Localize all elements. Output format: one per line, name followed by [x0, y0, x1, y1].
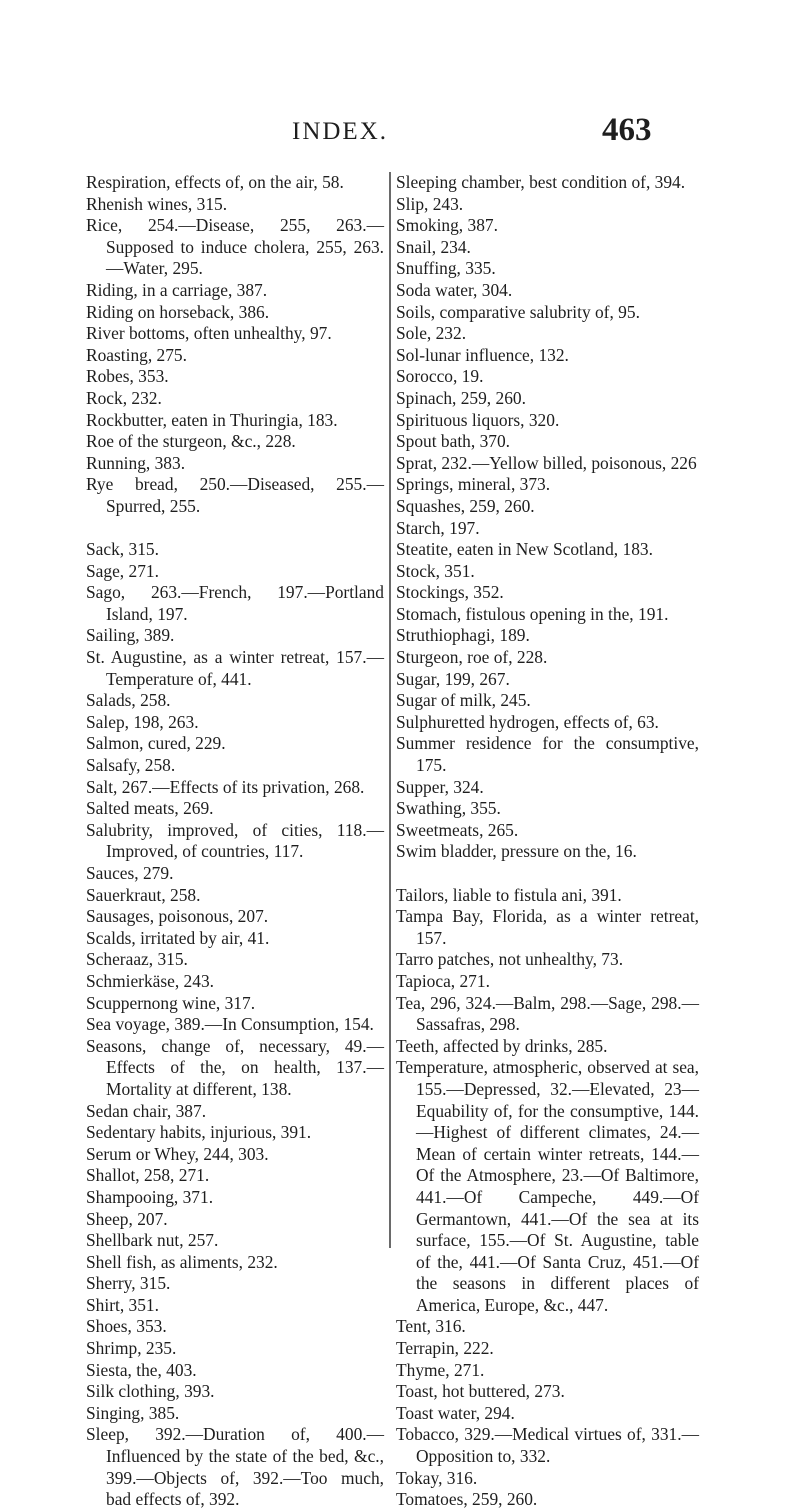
index-entry: Sturgeon, roe of, 228. [396, 647, 548, 668]
index-entry: Tailors, liable to fistula ani, 391. [396, 884, 622, 905]
index-entry: Rhenish wines, 315. [86, 193, 228, 214]
index-entry: Snuffing, 335. [396, 258, 496, 279]
index-entry: Sailing, 389. [86, 625, 175, 646]
index-entry: Soils, comparative salubrity of, 95. [396, 301, 640, 322]
index-entry: Sea voyage, 389.—In Consumption, 154. [86, 1014, 374, 1035]
index-entry: Robes, 353. [86, 366, 169, 387]
index-entry: River bottoms, often unhealthy, 97. [86, 323, 332, 344]
index-entry: Sweetmeats, 265. [396, 819, 519, 840]
index-entry: Sauerkraut, 258. [86, 884, 201, 905]
index-column-left [86, 172, 384, 1511]
index-entry: Temperature, atmospheric, observed at sea, 155.—Depressed, 32.—Elevated, 23—Equability of, for the consumptive, 144.—Highest of different climates, 24.—Mean of certain winter retreats, 144.—Of the Atmosphere, 23.—Of Baltimore, 441.—Of Campeche, 449.—Of Germantown, 441.—Of the sea at its surface, 155.—Of St. Augustine, table of the, 441.—Of Santa Cruz, 451.—Of the seasons in different places of America, Europe, &c., 447. [396, 1057, 699, 1315]
page-number: 463 [602, 112, 652, 148]
index-entry: Salubrity, improved, of cities, 118.—Improved, of countries, 117. [86, 819, 384, 862]
index-entry: St. Augustine, as a winter retreat, 157.—Temperature of, 441. [86, 647, 384, 689]
running-header [0, 112, 800, 152]
index-entry: Stock, 351. [396, 560, 475, 581]
index-entry: Sulphuretted hydrogen, effects of, 63. [396, 711, 659, 732]
index-entry: Silk clothing, 393. [86, 1381, 215, 1402]
column-divider [389, 172, 391, 1248]
index-entry: Sol-lunar influence, 132. [396, 344, 569, 365]
index-entry: Roe of the sturgeon, &c., 228. [86, 431, 296, 452]
index-entry: Salmon, cured, 229. [86, 733, 226, 754]
index-entry: Slip, 243. [396, 193, 464, 214]
index-column-right [396, 172, 699, 1511]
index-entry: Serum or Whey, 244, 303. [86, 1143, 269, 1164]
index-entry: Sage, 271. [86, 560, 159, 581]
index-entry: Rye bread, 250.—Diseased, 255.—Spurred, 255. [86, 474, 384, 516]
index-entry: Steatite, eaten in New Scotland, 183. [396, 539, 653, 560]
index-entry: Shallot, 258, 271. [86, 1165, 210, 1186]
index-entry: Shoes, 353. [86, 1316, 167, 1337]
index-entry: Toast, hot buttered, 273. [396, 1381, 565, 1402]
index-entry: Terrapin, 222. [396, 1338, 494, 1359]
header-title: INDEX. [292, 118, 389, 145]
index-entry: Sedentary habits, injurious, 391. [86, 1122, 312, 1143]
index-entry: Tobacco, 329.—Medical virtues of, 331.—Opposition to, 332. [396, 1424, 699, 1467]
index-entry: Tampa Bay, Florida, as a winter retreat, 157. [396, 906, 699, 948]
index-entry: Salted meats, 269. [86, 798, 214, 819]
index-entry: Scuppernong wine, 317. [86, 992, 256, 1013]
index-entry: Stomach, fistulous opening in the, 191. [396, 603, 669, 624]
index-entry: Riding on horseback, 386. [86, 301, 270, 322]
index-entry: Shampooing, 371. [86, 1186, 214, 1207]
index-entry: Tea, 296, 324.—Balm, 298.—Sage, 298.—Sassafras, 298. [396, 992, 699, 1035]
index-entry: Starch, 197. [396, 517, 480, 538]
index-entry: Salt, 267.—Effects of its privation, 268. [86, 776, 365, 797]
index-entry: Schmierkäse, 243. [86, 970, 214, 991]
index-entry: Struthiophagi, 189. [396, 625, 530, 646]
index-entry: Scheraaz, 315. [86, 949, 188, 970]
index-entry: Stockings, 352. [396, 582, 504, 603]
index-entry: Sedan chair, 387. [86, 1100, 207, 1121]
letter-section-gap [86, 518, 384, 540]
index-entry: Sole, 232. [396, 323, 467, 344]
index-entry: Salads, 258. [86, 690, 171, 711]
index-entry: Sugar of milk, 245. [396, 690, 531, 711]
index-entry: Swim bladder, pressure on the, 16. [396, 841, 637, 862]
index-entry: Sleeping chamber, best condition of, 394. [396, 172, 686, 192]
index-entry: Sprat, 232.—Yellow billed, poisonous, 226 [396, 452, 697, 473]
index-entry: Sugar, 199, 267. [396, 668, 510, 689]
index-entry: Tomatoes, 259, 260. [396, 1489, 538, 1510]
index-entry: Shrimp, 235. [86, 1338, 177, 1359]
index-entry: Running, 383. [86, 452, 186, 473]
index-entry: Respiration, effects of, on the air, 58. [86, 172, 344, 192]
index-entry: Rockbutter, eaten in Thuringia, 183. [86, 409, 338, 430]
letter-section-gap [396, 863, 699, 885]
index-entry: Sauces, 279. [86, 863, 174, 883]
index-entry: Spinach, 259, 260. [396, 387, 526, 408]
index-entry: Summer residence for the consumptive, 175. [396, 733, 699, 776]
index-entry: Supper, 324. [396, 776, 484, 797]
index-entry: Sheep, 207. [86, 1208, 168, 1229]
index-entry: Rice, 254.—Disease, 255, 263.—Supposed to induce cholera, 255, 263.—Water, 295. [86, 215, 384, 279]
index-entry: Singing, 385. [86, 1402, 180, 1423]
index-entry: Scalds, irritated by air, 41. [86, 927, 270, 948]
index-entry: Toast water, 294. [396, 1402, 515, 1423]
index-entry: Thyme, 271. [396, 1359, 485, 1380]
index-entry: Siesta, the, 403. [86, 1359, 197, 1380]
index-entry: Tokay, 316. [396, 1467, 478, 1488]
index-entry: Squashes, 259, 260. [396, 495, 535, 516]
index-entry: Sack, 315. [86, 539, 159, 560]
index-entry: Sorocco, 19. [396, 366, 484, 387]
index-entry: Tapioca, 271. [396, 970, 490, 991]
index-entry: Smoking, 387. [396, 215, 498, 236]
index-entry: Sleep, 392.—Duration of, 400.—Influenced by the state of the bed, &c., 399.—Objects of, 392.—Too much, bad effects of, 392. [86, 1424, 384, 1510]
index-entry: Tarro patches, not unhealthy, 73. [396, 949, 624, 970]
index-entry: Sherry, 315. [86, 1273, 171, 1294]
index-entry: Salsafy, 258. [86, 755, 176, 776]
index-entry: Spout bath, 370. [396, 431, 511, 452]
index-entry: Salep, 198, 263. [86, 711, 199, 732]
index-entry: Tent, 316. [396, 1316, 466, 1337]
index-entry: Seasons, change of, necessary, 49.—Effects of the, on health, 137.—Mortality at different, 138. [86, 1035, 384, 1099]
index-entry: Roasting, 275. [86, 344, 187, 365]
index-entry: Spirituous liquors, 320. [396, 409, 560, 430]
index-entry: Sausages, poisonous, 207. [86, 906, 269, 927]
index-entry: Shirt, 351. [86, 1294, 159, 1315]
index-entry: Springs, mineral, 373. [396, 474, 551, 495]
index-entry: Shell fish, as aliments, 232. [86, 1251, 278, 1272]
index-entry: Snail, 234. [396, 236, 471, 257]
index-entry: Riding, in a carriage, 387. [86, 279, 268, 300]
index-entry: Rock, 232. [86, 387, 162, 408]
index-entry: Teeth, affected by drinks, 285. [396, 1035, 608, 1056]
index-entry: Sago, 263.—French, 197.—Portland Island, 197. [86, 582, 384, 624]
index-entry: Soda water, 304. [396, 279, 513, 300]
index-entry: Swathing, 355. [396, 798, 501, 819]
index-entry: Shellbark nut, 257. [86, 1230, 219, 1251]
